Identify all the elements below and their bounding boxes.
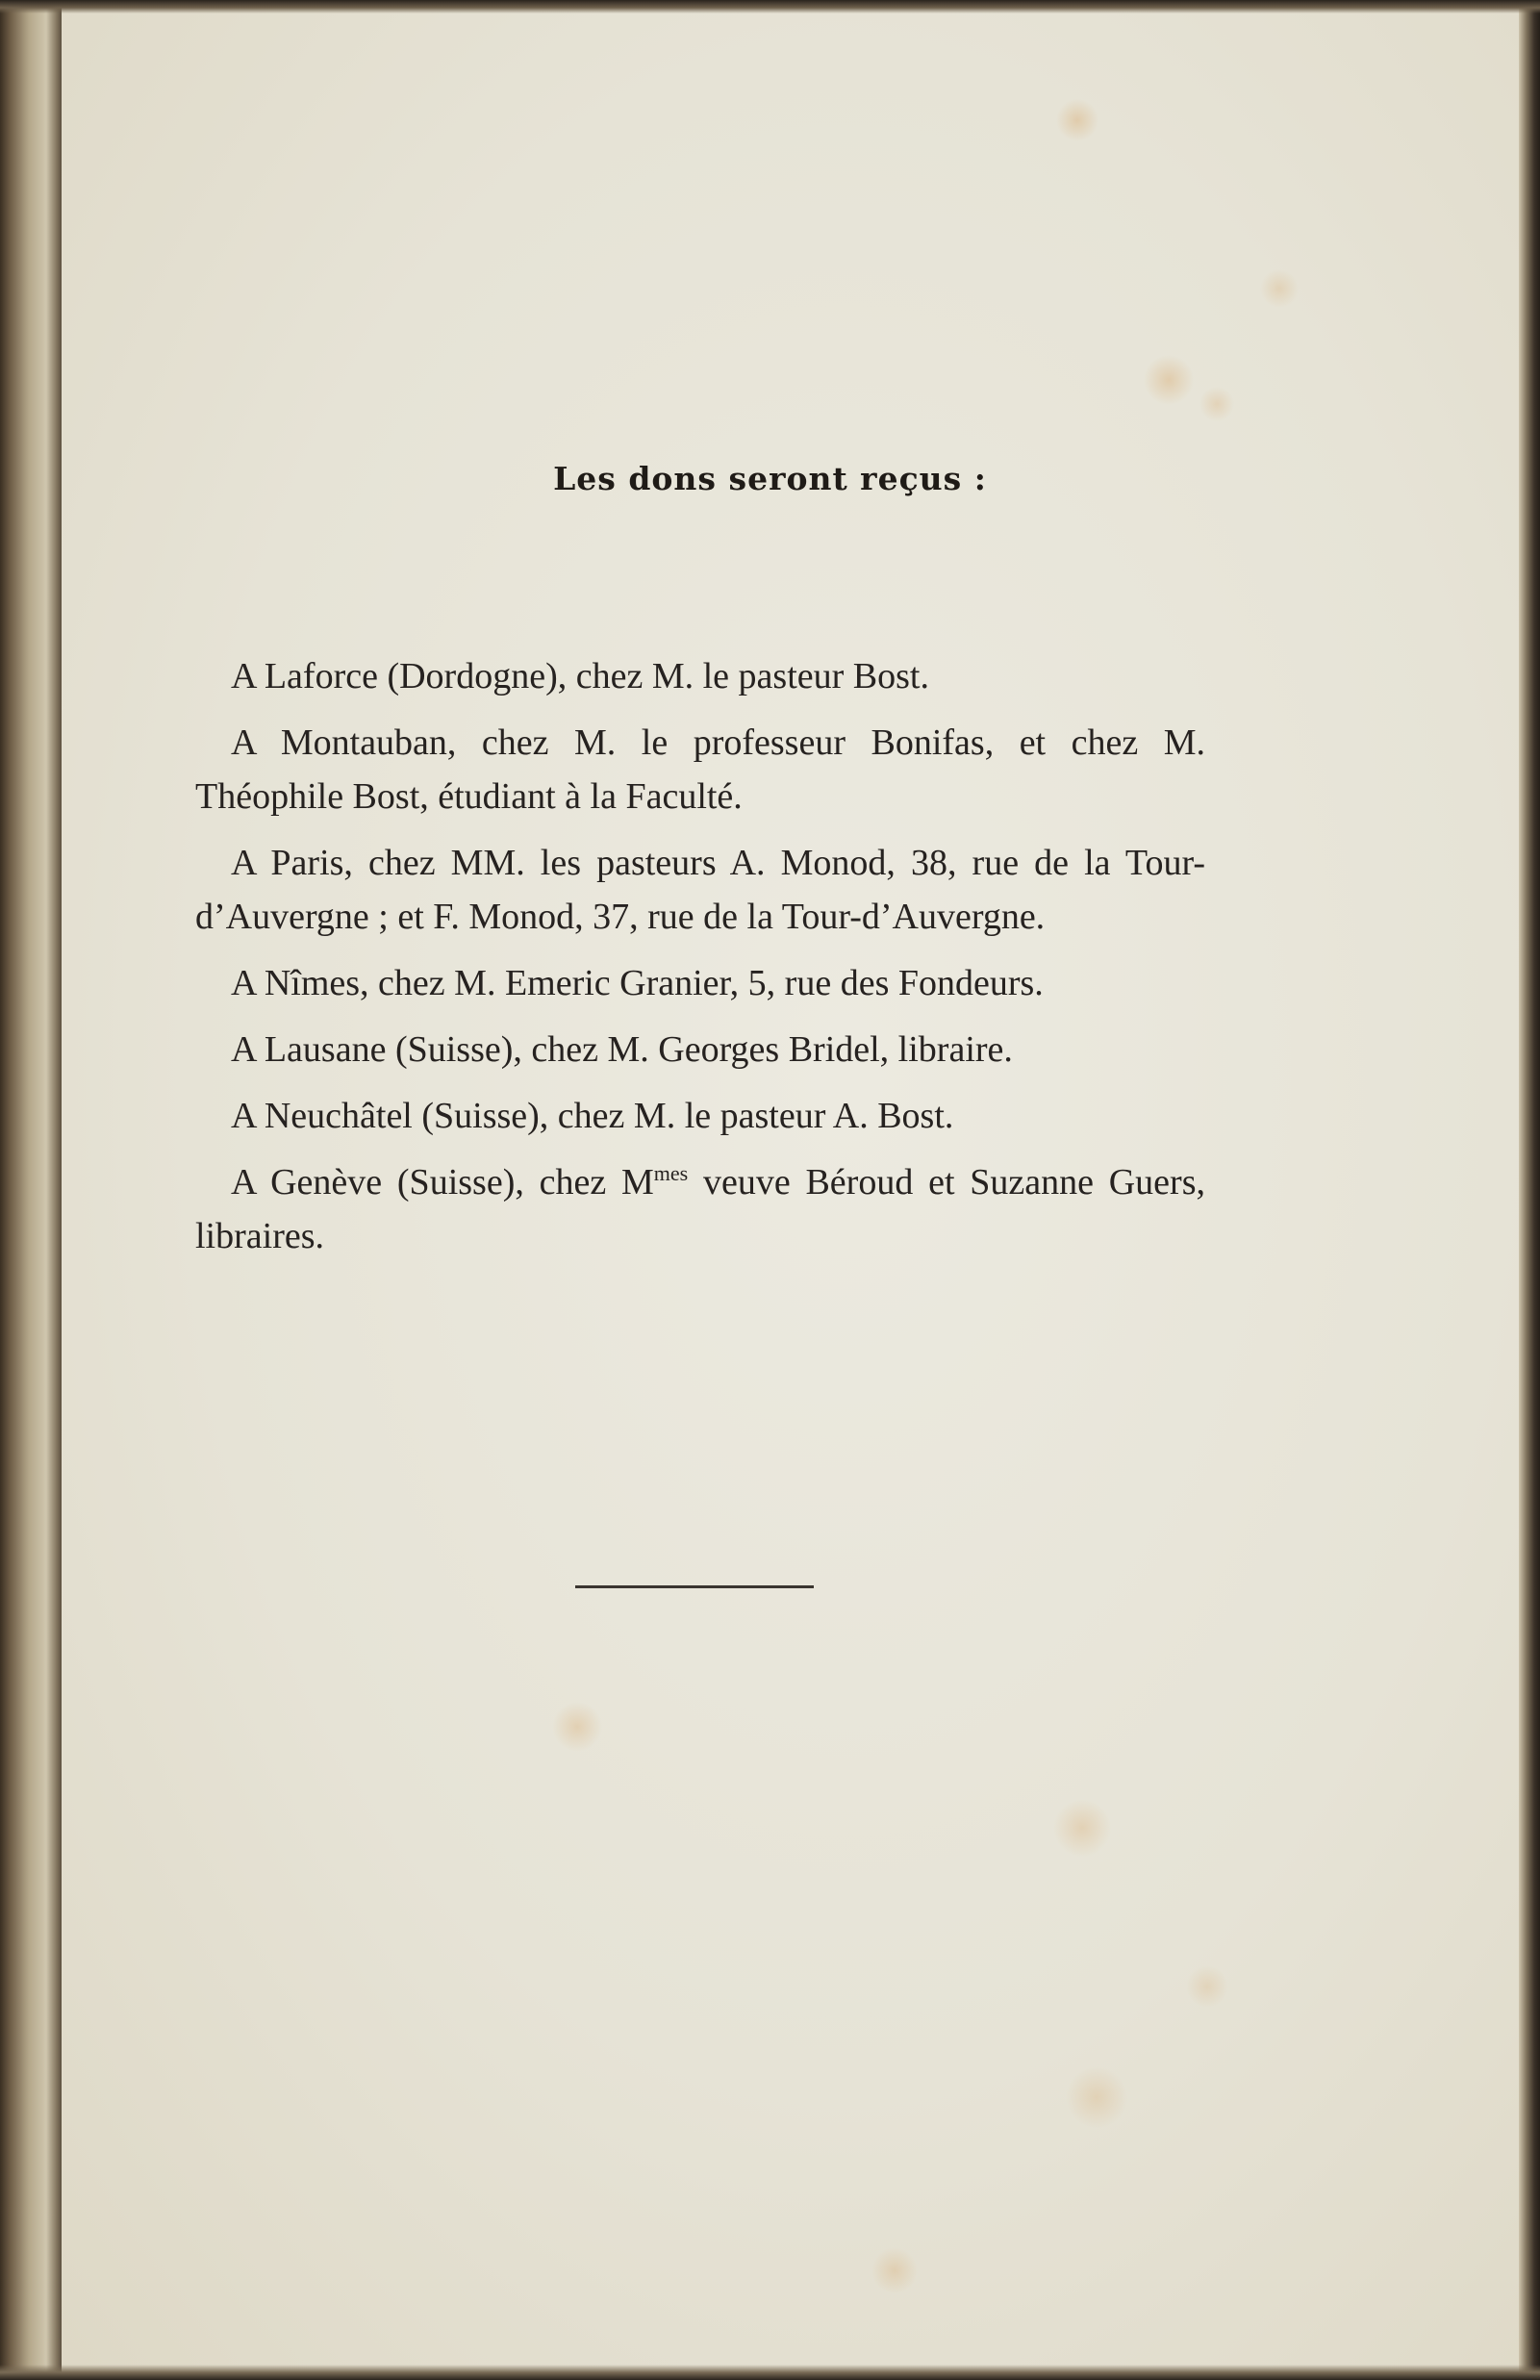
location-entry-geneve-end: veuve Béroud et Suzanne Guers, libraires. xyxy=(195,1162,1205,1256)
page-heading: Les dons seront reçus : xyxy=(553,460,987,497)
superscript-mes: mes xyxy=(653,1161,689,1185)
location-entry-montauban: A Montauban, chez M. le professeur Bonifas, et chez M. Théophile Bost, étudiant à la Faculté. xyxy=(195,722,1205,817)
page-edge-top xyxy=(0,0,1540,13)
location-entry-paris: A Paris, chez MM. les pasteurs A. Monod, 38, rue de la Tour-d’Auvergne ; et F. Monod, 37, rue de la Tour-d’Auvergne. xyxy=(195,843,1205,937)
donation-locations xyxy=(195,649,1205,1276)
closing-rule xyxy=(575,1585,814,1588)
location-entry-neuchatel: A Neuchâtel (Suisse), chez M. le pasteur A. Bost. xyxy=(231,1096,954,1136)
location-entry-lausane: A Lausane (Suisse), chez M. Georges Bridel, libraire. xyxy=(231,1029,1013,1070)
location-entry-geneve xyxy=(195,1155,1205,1263)
book-spine xyxy=(0,0,62,2380)
location-entry-geneve-start: A Genève (Suisse), chez M xyxy=(231,1162,654,1203)
location-entry-laforce: A Laforce (Dordogne), chez M. le pasteur Bost. xyxy=(231,656,929,696)
location-entry-nimes: A Nîmes, chez M. Emeric Granier, 5, rue des Fondeurs. xyxy=(231,963,1044,1003)
page-edge-bottom xyxy=(0,2365,1540,2380)
page-edge-right xyxy=(1519,0,1540,2380)
